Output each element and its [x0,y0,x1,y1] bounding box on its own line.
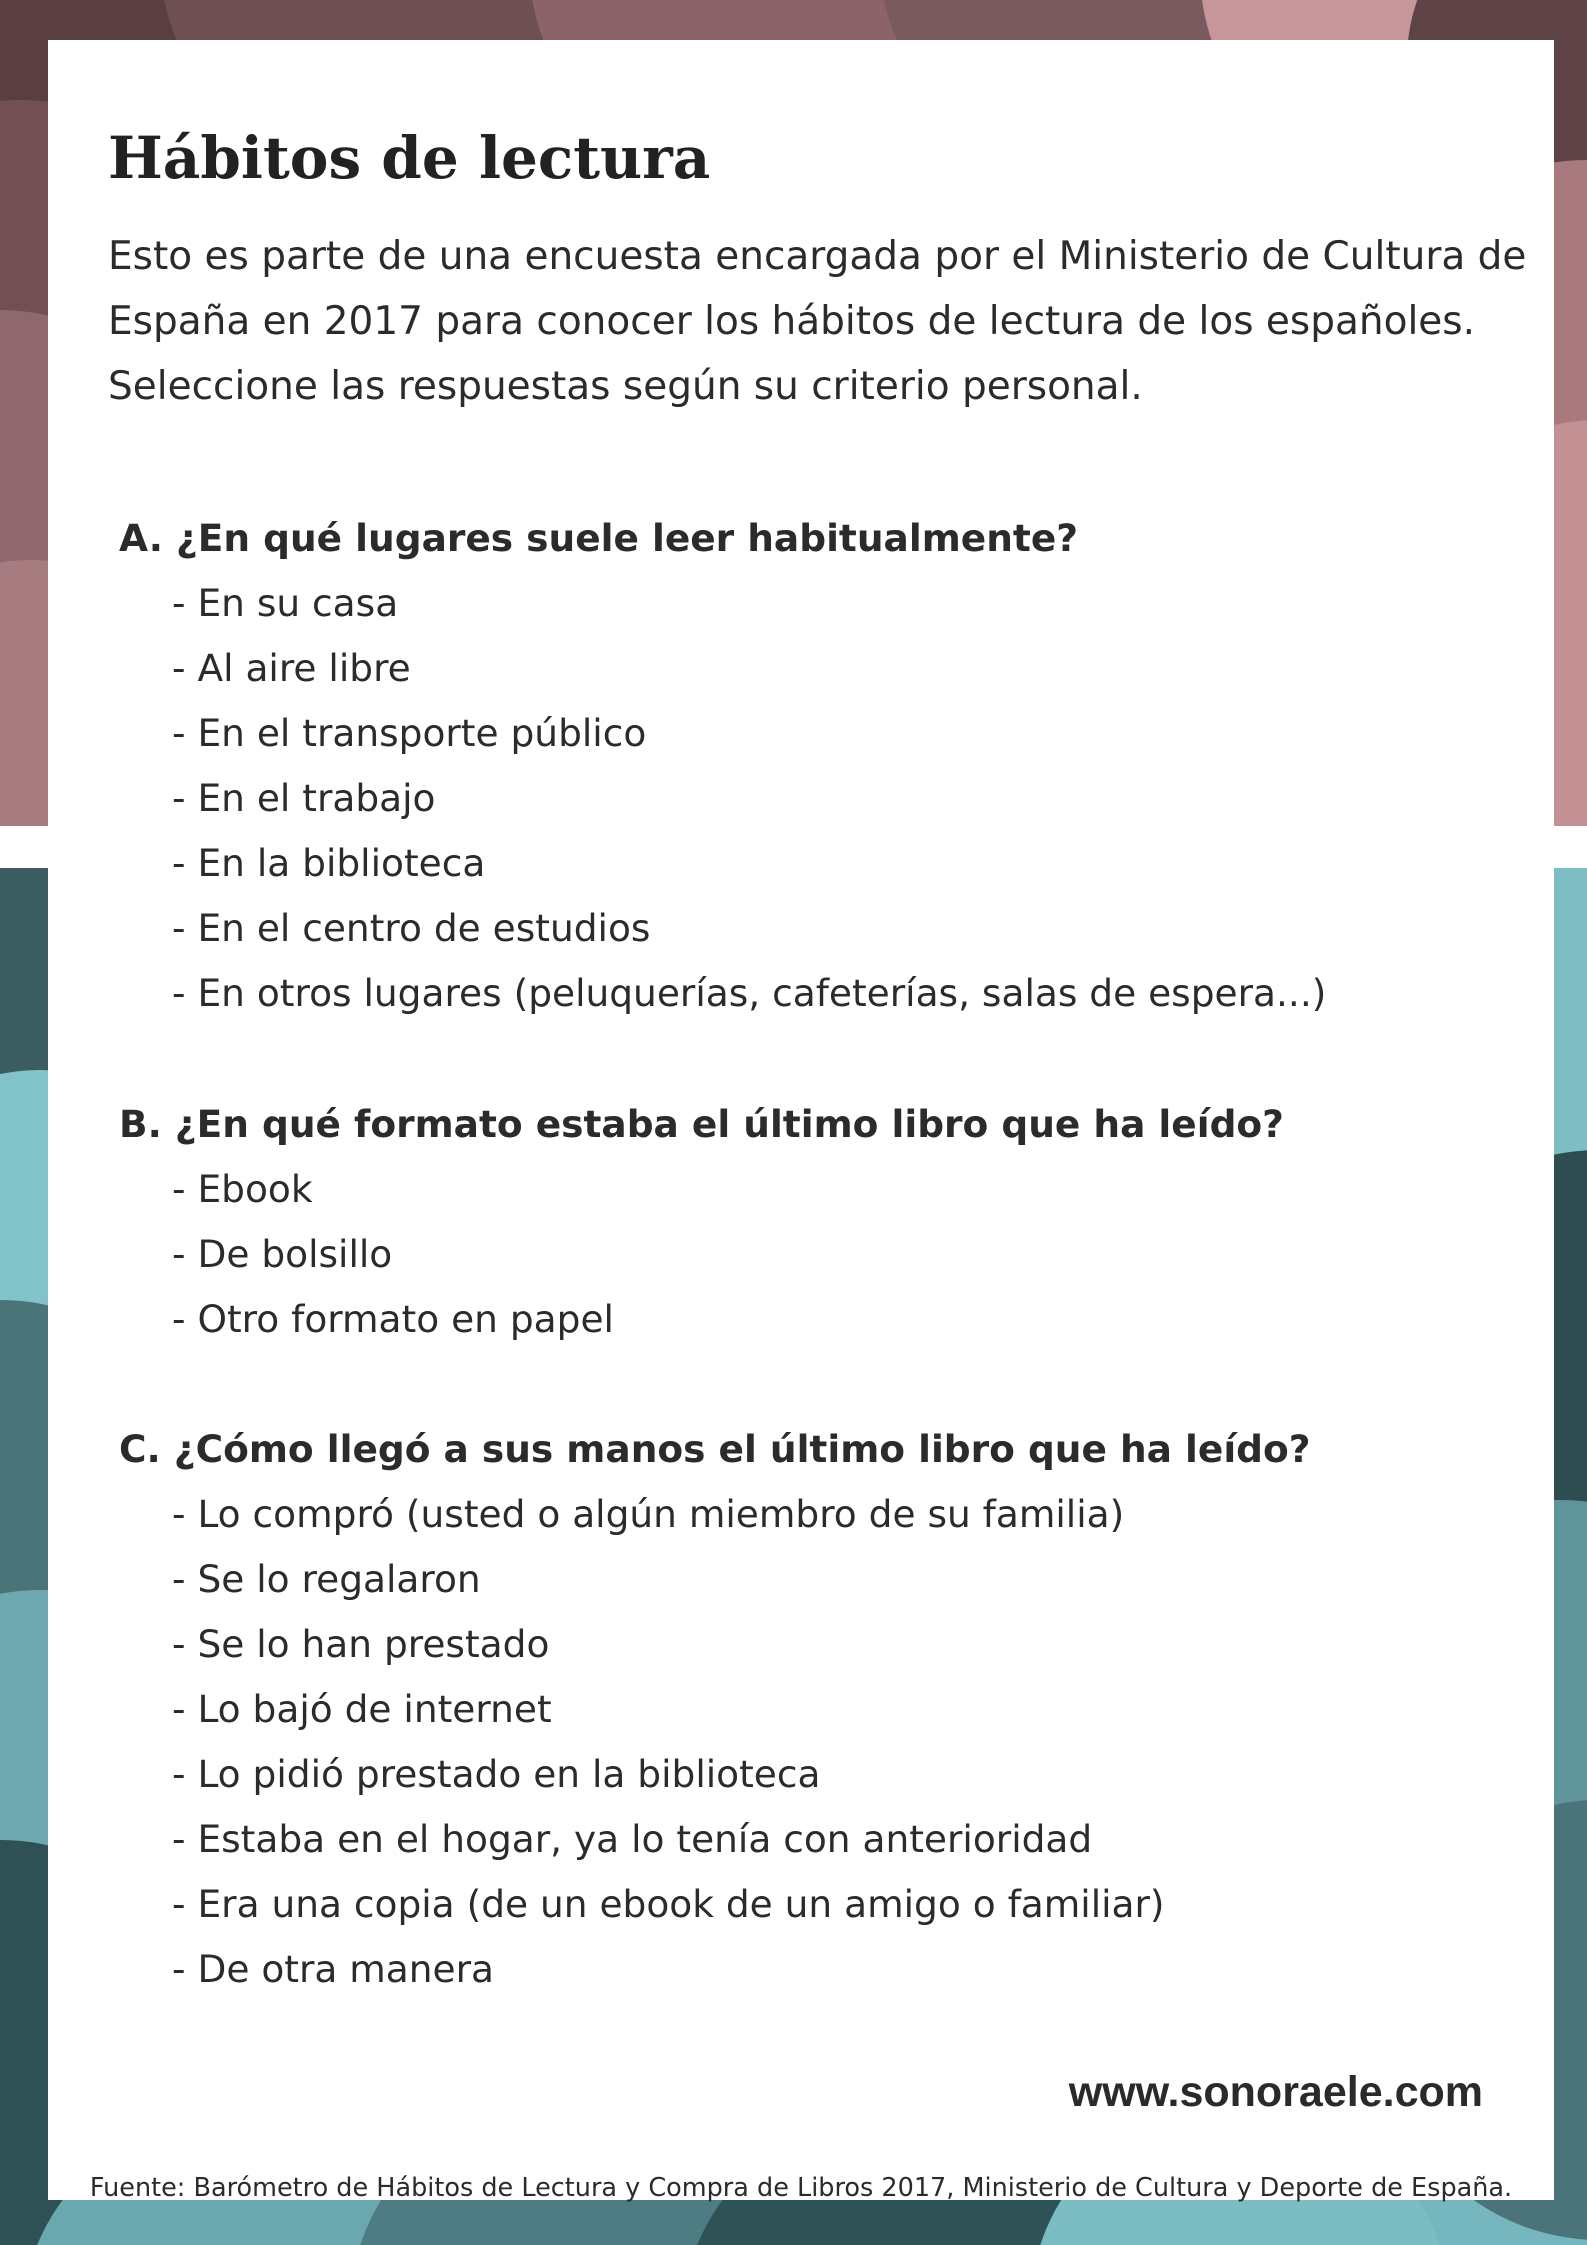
source-footnote: Fuente: Barómetro de Hábitos de Lectura y Compra de Libros 2017, Ministerio de Cultura y Deporte de España. [89,2173,1513,2203]
option-item: - En el centro de estudios [172,906,651,950]
question-a-options [172,571,1326,1026]
intro-paragraph [108,224,1528,419]
option-item: - Se lo regalaron [172,1557,481,1601]
option-item: - Al aire libre [172,646,411,690]
option-item: - Otro formato en papel [172,1297,614,1341]
question-b-options [172,1157,614,1352]
option-item: - Lo pidió prestado en la biblioteca [172,1752,821,1796]
question-c-options [172,1482,1165,2002]
survey-card [48,40,1554,2203]
intro-line: Esto es parte de una encuesta encargada por el Ministerio de Cultura de [108,234,1527,279]
question-b-heading: B. ¿En qué formato estaba el último libro que ha leído? [119,1102,1284,1146]
option-item: - Ebook [172,1167,313,1211]
option-item: - En otros lugares (peluquerías, cafeterías, salas de espera...) [172,971,1327,1015]
option-item: - Lo bajó de internet [172,1687,552,1731]
page-title: Hábitos de lectura [108,124,711,192]
option-item: - En el trabajo [172,776,436,820]
option-item: - En la biblioteca [172,841,486,885]
question-c-heading: C. ¿Cómo llegó a sus manos el último libro que ha leído? [119,1427,1311,1471]
option-item: - Era una copia (de un ebook de un amigo o familiar) [172,1882,1165,1926]
question-a-heading: A. ¿En qué lugares suele leer habitualmente? [119,516,1079,560]
option-item: - En su casa [172,581,399,625]
option-item: - De otra manera [172,1947,495,1991]
intro-line: España en 2017 para conocer los hábitos de lectura de los españoles. [108,299,1476,344]
option-item: - Estaba en el hogar, ya lo tenía con anterioridad [172,1817,1093,1861]
option-item: - De bolsillo [172,1232,393,1276]
option-item: - Se lo han prestado [172,1622,550,1666]
intro-line: Seleccione las respuestas según su criterio personal. [108,364,1143,409]
option-item: - Lo compró (usted o algún miembro de su familia) [172,1492,1125,1536]
website-link[interactable]: www.sonoraele.com [1068,2068,1483,2116]
option-item: - En el transporte público [172,711,647,755]
